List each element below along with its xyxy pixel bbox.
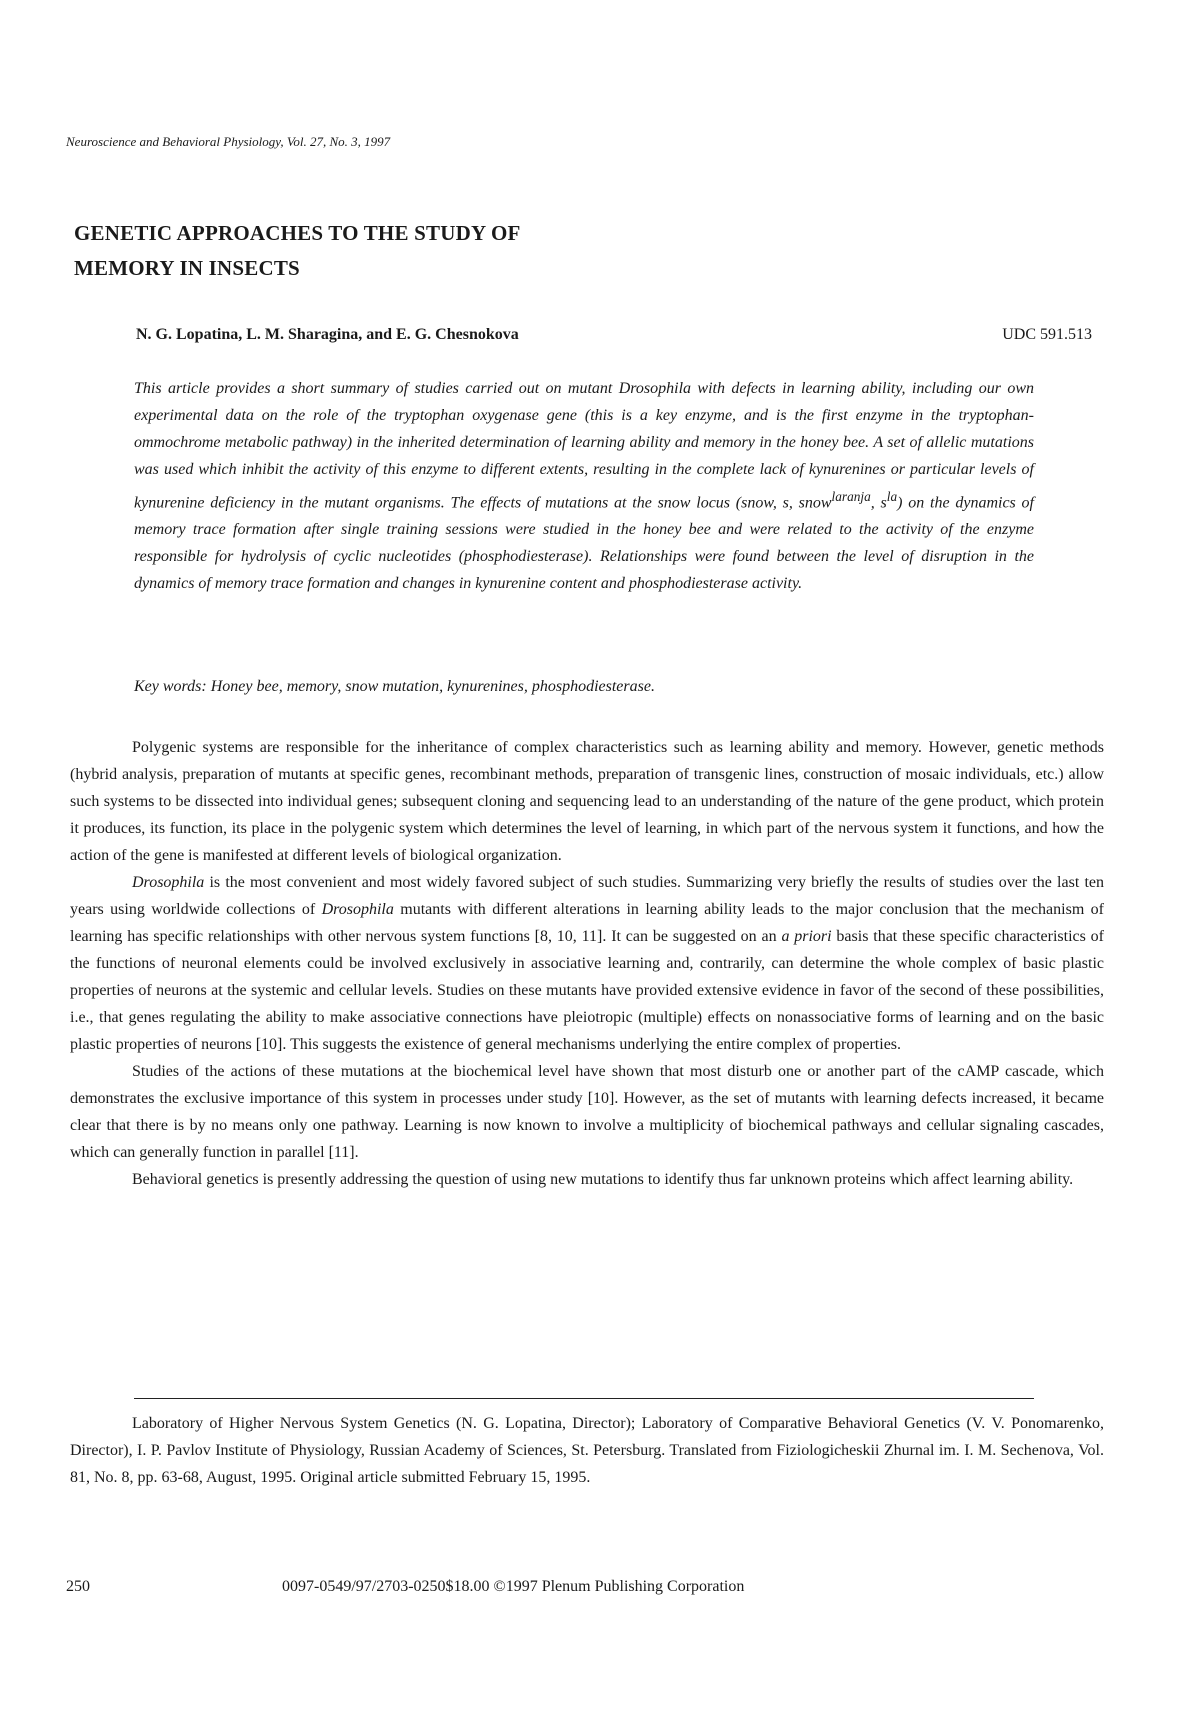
footnote — [70, 1410, 1104, 1491]
abstract-superscript-1: laranja — [831, 489, 871, 504]
body-text-segment: basis that these specific characteristics of the functions of neuronal elements could be involved exclusively in associative learning and, contrarily, can determine the whole complex of basic plastic properties of neurons at the systemic and cellular levels. Studies on these mutants have provided extensive evidence in favor of the second of these possibilities, i.e., that genes regulating the ability to make associative connections have pleiotropic (multiple) effects on nonassociative forms of learning and on the basic plastic properties of neurons [10]. This suggests the existence of general mechanisms underlying the entire complex of properties. — [70, 928, 1105, 1053]
body-paragraph-2 — [70, 869, 1104, 1058]
udc-code: UDC 591.513 — [1002, 326, 1092, 343]
keywords: Key words: Honey bee, memory, snow mutation, kynurenines, phosphodiesterase. — [134, 678, 655, 695]
article-title — [74, 216, 521, 286]
italic-term: Drosophila — [321, 901, 394, 918]
body-text-segment: is the most convenient and most widely favored subject of such studies. Summarizing very briefly the results of studies over the last ten years using worldwide collections of — [70, 874, 1104, 918]
body-text — [70, 734, 1104, 1193]
italic-term: a priori — [781, 928, 832, 945]
body-paragraph-3: Studies of the actions of these mutations at the biochemical level have shown that most disturb one or another part of the cAMP cascade, which demonstrates the exclusive importance of this system in processes under study [10]. However, as the set of mutants with learning defects increased, it became clear that there is by no means only one pathway. Learning is now known to involve a multiplicity of biochemical pathways and cellular signaling cascades, which can generally function in parallel [11]. — [70, 1063, 1104, 1161]
abstract-paragraph — [134, 375, 1034, 597]
journal-citation: Neuroscience and Behavioral Physiology, Vol. 27, No. 3, 1997 — [66, 134, 391, 149]
body-paragraph-1: Polygenic systems are responsible for the inheritance of complex characteristics such as learning ability and memory. However, genetic methods (hybrid analysis, preparation of mutants at specific genes, recombinant methods, preparation of transgenic lines, construction of mosaic individuals, etc.) allow such systems to be dissected into individual genes; subsequent cloning and sequencing lead to an understanding of the nature of the gene product, which protein it produces, its function, its place in the polygenic system which determines the level of learning, in which part of the nervous system it functions, and how the action of the gene is manifested at different levels of biological organization. — [70, 739, 1104, 864]
italic-term: Drosophila — [132, 874, 205, 891]
page-number: 250 — [66, 1578, 90, 1595]
footnote-divider — [134, 1398, 1034, 1399]
abstract-text-3: ) on the dynamics of memory trace formation after single training sessions were studied in the honey bee and were related to the activity of the enzyme responsible for hydrolysis of cyclic nucleotides (phosphodiesterase). Relationships were found between the level of disruption in the dynamics of memory trace formation and changes in kynurenine content and phosphodiesterase activity. — [134, 494, 1035, 593]
abstract-text-1: This article provides a short summary of studies carried out on mutant Drosophila with defects in learning ability, including our own experimental data on the role of the tryptophan oxygenase gene (this is a key enzyme, and is the first enzyme in the tryptophan-ommochrome metabolic pathway) in the inherited determination of learning ability and memory in the honey bee. A set of allelic mutations was used which inhibit the activity of this enzyme to different extents, resulting in the complete lack of kynurenines or particular levels of kynurenine deficiency in the mutant organisms. The effects of mutations at the snow locus (snow, s, snow — [134, 380, 1034, 512]
body-text-segment: mutants with different alterations in learning ability leads to the major conclusion that the mechanism of learning has specific relationships with other nervous system functions [8, 10, 11]. It can be suggested on an — [70, 901, 1105, 945]
copyright-line: 0097-0549/97/2703-0250$18.00 ©1997 Plenum Publishing Corporation — [282, 1578, 745, 1595]
title-line-2: MEMORY IN INSECTS — [74, 256, 300, 280]
abstract-text-2: , s — [870, 494, 887, 512]
body-paragraph-4: Behavioral genetics is presently addressing the question of using new mutations to identify thus far unknown proteins which affect learning ability. — [132, 1171, 1074, 1188]
author-list: N. G. Lopatina, L. M. Sharagina, and E. G. Chesnokova — [136, 326, 519, 343]
footnote-text: Laboratory of Higher Nervous System Genetics (N. G. Lopatina, Director); Laboratory of Comparative Behavioral Genetics (V. V. Ponomarenko, Director), I. P. Pavlov Institute of Physiology, Russian Academy of Sciences, St. Petersburg. Translated from Fiziologicheskii Zhurnal im. I. M. Sechenova, Vol. 81, No. 8, pp. 63-68, August, 1995. Original article submitted February 15, 1995. — [70, 1415, 1104, 1486]
abstract-superscript-2: la — [886, 489, 898, 504]
title-line-1: GENETIC APPROACHES TO THE STUDY OF — [74, 221, 521, 245]
abstract — [134, 375, 1034, 597]
